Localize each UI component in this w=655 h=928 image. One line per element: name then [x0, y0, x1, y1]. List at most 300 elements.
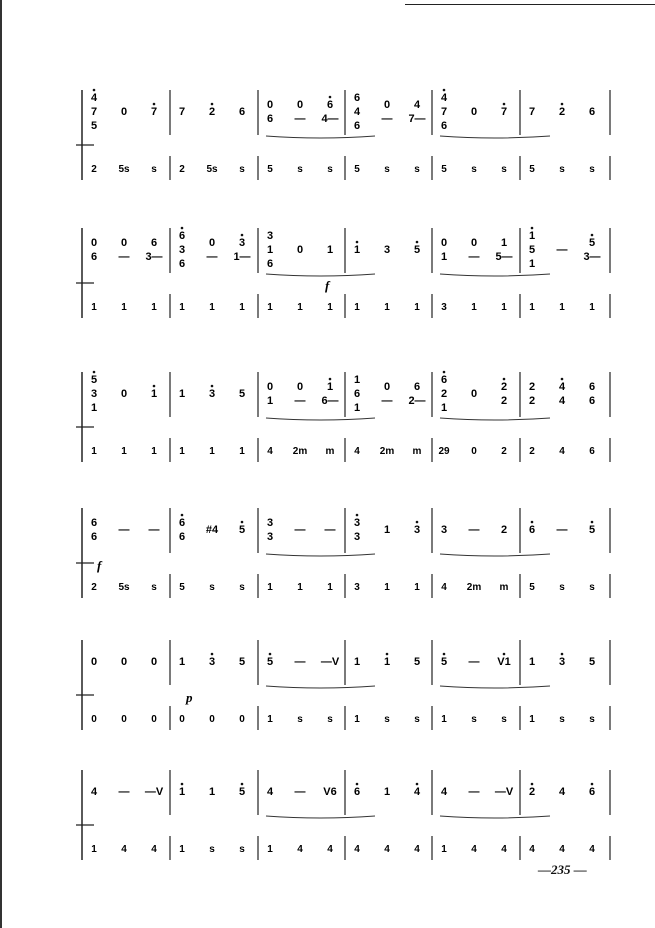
lower-note: 1 — [559, 302, 565, 313]
upper-note: 0 — [440, 237, 448, 249]
upper-note: — — [294, 395, 306, 407]
upper-note: 0 — [470, 237, 478, 249]
upper-note: 6 — [413, 381, 421, 393]
lower-note: 1 — [267, 302, 273, 313]
lower-note: s — [239, 164, 245, 175]
lower-note: 1 — [121, 302, 127, 313]
lower-note: 3 — [441, 302, 447, 313]
lower-note: s — [297, 164, 303, 175]
upper-note: 3 — [178, 244, 186, 256]
lower-note: 1 — [179, 302, 185, 313]
lower-note: 5 — [529, 582, 535, 593]
lower-note: 0 — [209, 714, 215, 725]
upper-note: 1 — [326, 244, 334, 256]
upper-note: 6 — [178, 531, 186, 543]
upper-note: — — [324, 524, 336, 536]
upper-note: 0 — [90, 237, 98, 249]
upper-note: 3 — [413, 524, 421, 536]
lower-note: 5s — [118, 164, 130, 175]
octave-dot — [561, 378, 564, 381]
upper-note: 1 — [178, 388, 186, 400]
octave-dot — [503, 103, 506, 106]
tie-line — [266, 816, 375, 818]
lower-note: 1 — [239, 302, 245, 313]
dynamic-mark: f — [325, 278, 330, 293]
upper-note: V1 — [497, 656, 511, 668]
page-number: —235 — — [538, 862, 587, 877]
lower-note: 0 — [471, 446, 477, 457]
upper-note: 0 — [383, 99, 391, 111]
lower-note: 1 — [91, 302, 97, 313]
lower-note: 4 — [327, 844, 333, 855]
upper-note: 1 — [528, 258, 536, 270]
lower-note: 4 — [384, 844, 390, 855]
upper-note: 0 — [120, 237, 128, 249]
octave-dot — [356, 241, 359, 244]
lower-note: s — [327, 164, 333, 175]
lower-note: s — [239, 844, 245, 855]
upper-note: 6 — [440, 120, 448, 132]
lower-note: 4 — [471, 844, 477, 855]
lower-note: s — [151, 164, 157, 175]
upper-note: 0 — [150, 656, 158, 668]
upper-note: 5 — [588, 656, 596, 668]
upper-note: 6 — [90, 517, 98, 529]
upper-note: 6 — [588, 395, 596, 407]
upper-note: 2 — [528, 381, 536, 393]
lower-note: 0 — [239, 714, 245, 725]
upper-note: 1 — [266, 244, 274, 256]
lower-note: 2m — [466, 582, 482, 593]
octave-dot — [531, 783, 534, 786]
lower-note: 1 — [239, 446, 245, 457]
upper-note: 1 — [383, 786, 391, 798]
tie-line — [266, 418, 375, 420]
upper-note: 1— — [233, 251, 251, 263]
tie-line — [440, 686, 550, 688]
lower-note: s — [414, 714, 420, 725]
upper-note: 7 — [150, 106, 158, 118]
lower-note: 1 — [384, 302, 390, 313]
upper-note: — — [468, 786, 480, 798]
upper-note: 7— — [408, 113, 426, 125]
octave-dot — [356, 514, 359, 517]
upper-note: 6 — [150, 237, 158, 249]
octave-dot — [153, 385, 156, 388]
upper-note: 0 — [208, 237, 216, 249]
upper-note: 2 — [500, 524, 508, 536]
octave-dot — [443, 89, 446, 92]
lower-note: 1 — [179, 446, 185, 457]
upper-note: 5 — [588, 524, 596, 536]
upper-note: 6 — [588, 381, 596, 393]
upper-note: 3 — [266, 517, 274, 529]
upper-note: 4 — [413, 99, 421, 111]
octave-dot — [211, 653, 214, 656]
octave-dot — [269, 653, 272, 656]
upper-note: 6 — [238, 106, 246, 118]
lower-note: 1 — [354, 714, 360, 725]
upper-note: 1 — [383, 656, 391, 668]
upper-note: — — [294, 656, 306, 668]
upper-note: 3 — [353, 517, 361, 529]
lower-note: 6 — [589, 446, 595, 457]
upper-note: 0 — [120, 388, 128, 400]
upper-note: 1 — [353, 374, 361, 386]
upper-note: 3 — [208, 388, 216, 400]
upper-note: 6 — [353, 92, 361, 104]
octave-dot — [531, 521, 534, 524]
octave-dot — [211, 385, 214, 388]
upper-note: 6 — [440, 374, 448, 386]
lower-note: s — [559, 582, 565, 593]
lower-note: m — [499, 582, 509, 593]
lower-note: 0 — [151, 714, 157, 725]
upper-note: 1 — [440, 251, 448, 263]
upper-note: 1 — [150, 388, 158, 400]
lower-note: 1 — [414, 302, 420, 313]
upper-note: 6 — [266, 113, 274, 125]
upper-note: 3 — [238, 237, 246, 249]
lower-note: s — [209, 582, 215, 593]
octave-dot — [503, 378, 506, 381]
upper-note: — — [468, 656, 480, 668]
upper-note: 6 — [178, 517, 186, 529]
lower-note: 4 — [414, 844, 420, 855]
upper-note: 1 — [266, 395, 274, 407]
tie-line — [440, 136, 550, 138]
lower-note: 2m — [379, 446, 395, 457]
upper-note: 1 — [353, 244, 361, 256]
octave-dot — [561, 103, 564, 106]
lower-note: s — [471, 714, 477, 725]
octave-dot — [591, 521, 594, 524]
octave-dot — [241, 234, 244, 237]
octave-dot — [416, 241, 419, 244]
lower-note: 1 — [384, 582, 390, 593]
lower-note: 1 — [471, 302, 477, 313]
lower-note: s — [384, 164, 390, 175]
octave-dot — [531, 227, 534, 230]
upper-note: 3 — [440, 524, 448, 536]
octave-dot — [93, 371, 96, 374]
upper-note: 4 — [266, 786, 274, 798]
upper-note: 1 — [353, 402, 361, 414]
upper-note: 5 — [238, 786, 246, 798]
upper-note: 1 — [90, 402, 98, 414]
lower-note: 1 — [529, 714, 535, 725]
upper-note: 4 — [558, 786, 566, 798]
upper-note: 6 — [90, 251, 98, 263]
upper-note: 6 — [326, 99, 334, 111]
lower-note: 4 — [297, 844, 303, 855]
tie-line — [266, 554, 375, 556]
upper-note: 5 — [90, 120, 98, 132]
upper-note: 6 — [90, 531, 98, 543]
lower-note: 1 — [354, 302, 360, 313]
lower-note: s — [209, 844, 215, 855]
lower-note: s — [501, 714, 507, 725]
upper-note: 0 — [470, 388, 478, 400]
lower-note: s — [471, 164, 477, 175]
upper-note: 4 — [90, 92, 98, 104]
upper-note: 3 — [353, 531, 361, 543]
lower-note: 5s — [206, 164, 218, 175]
octave-dot — [211, 103, 214, 106]
upper-note: — — [294, 524, 306, 536]
upper-note: 6 — [588, 106, 596, 118]
upper-note: 0 — [296, 99, 304, 111]
upper-note: — — [556, 244, 568, 256]
lower-note: s — [589, 714, 595, 725]
octave-dot — [443, 653, 446, 656]
upper-note: — — [118, 251, 130, 263]
upper-note: 5 — [413, 244, 421, 256]
tie-line — [266, 136, 375, 138]
lower-note: s — [384, 714, 390, 725]
upper-note: 1 — [178, 786, 186, 798]
lower-note: 2 — [91, 164, 97, 175]
upper-note: 7 — [528, 106, 536, 118]
upper-note: 5 — [238, 388, 246, 400]
upper-note: 6 — [266, 258, 274, 270]
upper-note: 0 — [383, 381, 391, 393]
upper-note: 4 — [558, 395, 566, 407]
lower-note: 4 — [589, 844, 595, 855]
upper-note: 6 — [353, 120, 361, 132]
lower-note: 3 — [354, 582, 360, 593]
lower-note: 4 — [151, 844, 157, 855]
upper-note: 3 — [90, 388, 98, 400]
upper-note: 3 — [266, 531, 274, 543]
upper-note: 3 — [558, 656, 566, 668]
upper-note: 0 — [266, 381, 274, 393]
upper-note: 6 — [588, 786, 596, 798]
upper-note: — — [556, 524, 568, 536]
upper-note: 6 — [353, 388, 361, 400]
upper-note: 1 — [353, 656, 361, 668]
upper-note: 6— — [321, 395, 339, 407]
upper-note: 4— — [321, 113, 339, 125]
upper-note: 4 — [558, 381, 566, 393]
octave-dot — [443, 371, 446, 374]
lower-note: 1 — [589, 302, 595, 313]
lower-note: s — [414, 164, 420, 175]
octave-dot — [329, 96, 332, 99]
lower-note: 1 — [414, 582, 420, 593]
octave-dot — [561, 653, 564, 656]
upper-note: 4 — [413, 786, 421, 798]
lower-note: 1 — [151, 446, 157, 457]
upper-note: —V — [144, 786, 164, 798]
upper-note: 1 — [500, 237, 508, 249]
lower-note: 1 — [209, 302, 215, 313]
upper-note: 7 — [178, 106, 186, 118]
upper-note: 1 — [383, 524, 391, 536]
upper-note: V6 — [323, 786, 337, 798]
upper-note: — — [468, 524, 480, 536]
octave-dot — [591, 234, 594, 237]
lower-note: 1 — [267, 582, 273, 593]
lower-note: 29 — [438, 446, 450, 457]
tie-line — [440, 274, 550, 276]
lower-note: 2m — [292, 446, 308, 457]
lower-note: m — [412, 446, 422, 457]
lower-note: 4 — [121, 844, 127, 855]
octave-dot — [356, 783, 359, 786]
upper-note: 7 — [90, 106, 98, 118]
lower-note: 2 — [529, 446, 535, 457]
upper-note: 0 — [296, 244, 304, 256]
upper-note: 1 — [326, 381, 334, 393]
upper-note: 0 — [296, 381, 304, 393]
tie-line — [266, 686, 375, 688]
tie-line — [440, 816, 550, 818]
upper-note: —V — [320, 656, 340, 668]
octave-dot — [329, 378, 332, 381]
upper-note: 2 — [558, 106, 566, 118]
upper-note: 2 — [208, 106, 216, 118]
octave-dot — [153, 103, 156, 106]
upper-note: — — [294, 786, 306, 798]
lower-note: 1 — [529, 302, 535, 313]
lower-note: s — [297, 714, 303, 725]
upper-note: — — [206, 251, 218, 263]
upper-note: 6 — [353, 786, 361, 798]
upper-note: 3 — [266, 230, 274, 242]
tie-line — [440, 554, 550, 556]
upper-note: 2 — [528, 786, 536, 798]
lower-note: 0 — [91, 714, 97, 725]
lower-note: 2 — [179, 164, 185, 175]
lower-note: 1 — [179, 844, 185, 855]
upper-note: — — [468, 251, 480, 263]
lower-note: s — [559, 714, 565, 725]
upper-note: 3 — [383, 244, 391, 256]
upper-note: 3 — [208, 656, 216, 668]
octave-dot — [241, 521, 244, 524]
lower-note: 5 — [441, 164, 447, 175]
lower-note: 1 — [91, 844, 97, 855]
upper-note: 3— — [583, 251, 601, 263]
upper-note: 0 — [120, 106, 128, 118]
lower-note: s — [327, 714, 333, 725]
lower-note: s — [589, 164, 595, 175]
octave-dot — [416, 783, 419, 786]
lower-note: 2 — [501, 446, 507, 457]
lower-note: 5 — [267, 164, 273, 175]
octave-dot — [591, 783, 594, 786]
upper-note: 5 — [238, 656, 246, 668]
lower-note: 1 — [327, 582, 333, 593]
octave-dot — [416, 521, 419, 524]
lower-note: 1 — [267, 844, 273, 855]
lower-note: s — [151, 582, 157, 593]
upper-note: 3— — [145, 251, 163, 263]
upper-note: 1 — [528, 656, 536, 668]
upper-note: 6 — [528, 524, 536, 536]
lower-note: 0 — [121, 714, 127, 725]
octave-dot — [386, 653, 389, 656]
lower-note: 4 — [354, 844, 360, 855]
upper-note: 6 — [178, 230, 186, 242]
lower-note: 4 — [441, 582, 447, 593]
lower-note: 1 — [209, 446, 215, 457]
upper-note: 5 — [238, 524, 246, 536]
lower-note: 1 — [441, 714, 447, 725]
lower-note: 1 — [327, 302, 333, 313]
lower-note: 5 — [354, 164, 360, 175]
upper-note: 1 — [528, 230, 536, 242]
dynamic-mark: f — [97, 558, 102, 573]
octave-dot — [93, 89, 96, 92]
upper-note: — — [148, 524, 160, 536]
dynamic-mark: p — [186, 690, 193, 705]
upper-note: 4 — [353, 106, 361, 118]
upper-note: 2 — [528, 395, 536, 407]
upper-note: #4 — [205, 524, 219, 536]
upper-note: 2 — [500, 381, 508, 393]
octave-dot — [181, 227, 184, 230]
lower-note: s — [589, 582, 595, 593]
upper-note: 0 — [266, 99, 274, 111]
octave-dot — [241, 783, 244, 786]
lower-note: 1 — [441, 844, 447, 855]
upper-note: 5 — [440, 656, 448, 668]
upper-note: 0 — [90, 656, 98, 668]
upper-note: 1 — [440, 402, 448, 414]
lower-note: 5 — [529, 164, 535, 175]
lower-note: 4 — [267, 446, 273, 457]
upper-note: 5 — [90, 374, 98, 386]
lower-note: m — [325, 446, 335, 457]
upper-note: — — [294, 113, 306, 125]
upper-note: 6 — [178, 258, 186, 270]
lower-note: 1 — [91, 446, 97, 457]
upper-note: 5— — [495, 251, 513, 263]
octave-dot — [181, 514, 184, 517]
upper-note: — — [118, 786, 130, 798]
tie-line — [266, 274, 375, 276]
lower-note: 1 — [297, 302, 303, 313]
upper-note: 1 — [208, 786, 216, 798]
lower-note: 2 — [91, 582, 97, 593]
upper-note: — — [118, 524, 130, 536]
upper-note: 0 — [120, 656, 128, 668]
lower-note: 1 — [297, 582, 303, 593]
octave-dot — [503, 653, 506, 656]
lower-note: 4 — [354, 446, 360, 457]
upper-note: —V — [494, 786, 514, 798]
upper-note: 4 — [440, 786, 448, 798]
upper-note: — — [381, 395, 393, 407]
upper-note: 5 — [528, 244, 536, 256]
upper-note: 2— — [408, 395, 426, 407]
upper-note: 0 — [470, 106, 478, 118]
upper-note: 7 — [440, 106, 448, 118]
lower-note: 5s — [118, 582, 130, 593]
upper-note: 7 — [500, 106, 508, 118]
upper-note: — — [381, 113, 393, 125]
upper-note: 2 — [440, 388, 448, 400]
lower-note: s — [501, 164, 507, 175]
lower-note: 4 — [529, 844, 535, 855]
upper-note: 5 — [413, 656, 421, 668]
lower-note: 4 — [501, 844, 507, 855]
upper-note: 2 — [500, 395, 508, 407]
upper-note: 4 — [90, 786, 98, 798]
lower-note: 1 — [267, 714, 273, 725]
